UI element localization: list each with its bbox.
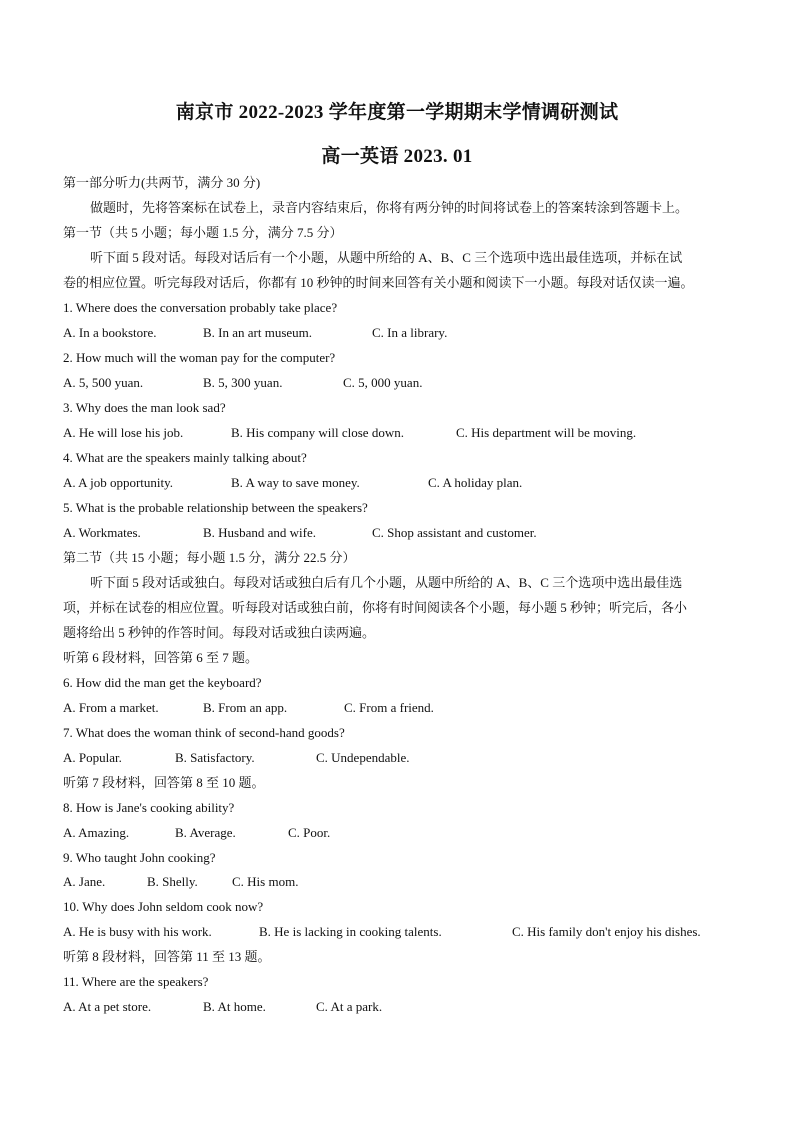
q7-option-b: B. Satisfactory. (175, 750, 255, 765)
question-5: 5. What is the probable relationship between the speakers? (63, 500, 368, 515)
question-6: 6. How did the man get the keyboard? (63, 675, 262, 690)
q7-option-c: C. Undependable. (316, 750, 410, 765)
exam-title: 南京市 2022-2023 学年度第一学期期末学情调研测试 (175, 102, 619, 123)
material-7-note: 听第 7 段材料，回答第 8 至 10 题。 (63, 775, 265, 790)
q9-option-c: C. His mom. (232, 874, 299, 889)
section2-instructions-line2: 项，并标在试卷的相应位置。听每段对话或独白前，你将有时间阅读各个小题，每小题 5 秒钟；听完后，各小 (63, 600, 688, 615)
part1-instructions: 做题时，先将答案标在试卷上，录音内容结束后，你将有两分钟的时间将试卷上的答案转涂到答题卡上。 (90, 200, 689, 215)
q5-option-a: A. Workmates. (63, 525, 141, 540)
q7-option-a: A. Popular. (63, 750, 122, 765)
q3-option-c: C. His department will be moving. (456, 425, 637, 440)
q8-option-a: A. Amazing. (63, 825, 130, 840)
q10-option-a: A. He is busy with his work. (63, 924, 212, 939)
q6-option-c: C. From a friend. (344, 700, 434, 715)
q6-option-a: A. From a market. (63, 700, 159, 715)
q2-option-c: C. 5, 000 yuan. (343, 375, 423, 390)
q9-option-b: B. Shelly. (147, 874, 198, 889)
q10-option-c: C. His family don't enjoy his dishes. (512, 924, 701, 939)
q3-option-b: B. His company will close down. (231, 425, 404, 440)
question-9: 9. Who taught John cooking? (63, 850, 216, 865)
question-3: 3. Why does the man look sad? (63, 400, 226, 415)
q3-option-a: A. He will lose his job. (63, 425, 184, 440)
section1-heading: 第一节（共 5 小题；每小题 1.5 分，满分 7.5 分） (63, 225, 343, 240)
q4-option-c: C. A holiday plan. (428, 475, 523, 490)
section1-instructions-line2: 卷的相应位置。听完每段对话后，你都有 10 秒钟的时间来回答有关小题和阅读下一小题。每段对话仅读一遍。 (63, 275, 694, 290)
q10-option-b: B. He is lacking in cooking talents. (259, 924, 442, 939)
q4-option-b: B. A way to save money. (231, 475, 360, 490)
material-6-note: 听第 6 段材料，回答第 6 至 7 题。 (63, 650, 259, 665)
q11-option-b: B. At home. (203, 999, 266, 1014)
question-7: 7. What does the woman think of second-hand goods? (63, 725, 345, 740)
question-1: 1. Where does the conversation probably take place? (63, 300, 338, 315)
q1-option-a: A. In a bookstore. (63, 325, 157, 340)
q5-option-c: C. Shop assistant and customer. (372, 525, 537, 540)
q2-option-a: A. 5, 500 yuan. (63, 375, 144, 390)
q11-option-a: A. At a pet store. (63, 999, 152, 1014)
section2-instructions-line1: 听下面 5 段对话或独白。每段对话或独白后有几个小题，从题中所给的 A、B、C 三个选项中选出最佳选 (90, 575, 683, 590)
question-10: 10. Why does John seldom cook now? (63, 899, 264, 914)
exam-subtitle: 高一英语 2023. 01 (321, 146, 473, 167)
part1-heading: 第一部分听力(共两节，满分 30 分) (63, 175, 261, 190)
q1-option-b: B. In an art museum. (203, 325, 313, 340)
question-4: 4. What are the speakers mainly talking about? (63, 450, 307, 465)
q4-option-a: A. A job opportunity. (63, 475, 174, 490)
q1-option-c: C. In a library. (372, 325, 448, 340)
question-2: 2. How much will the woman pay for the computer? (63, 350, 336, 365)
section2-heading: 第二节（共 15 小题；每小题 1.5 分，满分 22.5 分） (63, 550, 356, 565)
section2-instructions-line3: 题将给出 5 秒钟的作答时间。每段对话或独白读两遍。 (63, 625, 376, 640)
question-11: 11. Where are the speakers? (63, 974, 209, 989)
q8-option-c: C. Poor. (288, 825, 331, 840)
q8-option-b: B. Average. (175, 825, 236, 840)
q11-option-c: C. At a park. (316, 999, 383, 1014)
section1-instructions-line1: 听下面 5 段对话。每段对话后有一个小题，从题中所给的 A、B、C 三个选项中选出最佳选项，并标在试 (90, 250, 683, 265)
q9-option-a: A. Jane. (63, 874, 106, 889)
question-8: 8. How is Jane's cooking ability? (63, 800, 235, 815)
q2-option-b: B. 5, 300 yuan. (203, 375, 283, 390)
q5-option-b: B. Husband and wife. (203, 525, 317, 540)
q6-option-b: B. From an app. (203, 700, 288, 715)
material-8-note: 听第 8 段材料，回答第 11 至 13 题。 (63, 949, 271, 964)
